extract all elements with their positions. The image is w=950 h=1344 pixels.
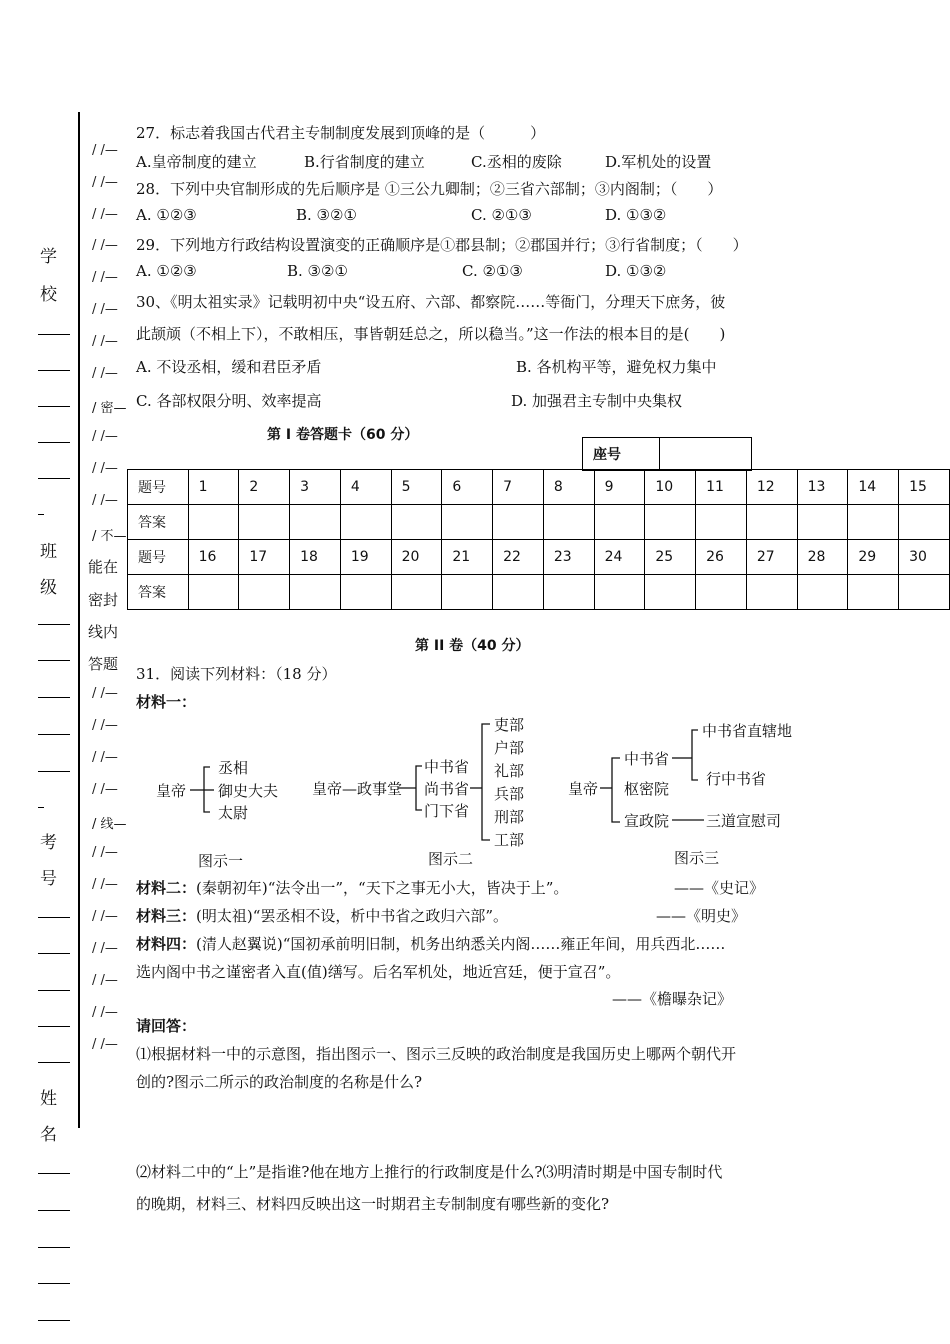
question-number: 23 [543,540,594,575]
d1-child-1: 丞相 [218,759,249,777]
ask-label: 请回答： [136,1017,197,1035]
answer-cell[interactable] [391,575,442,610]
material3-text: (明太祖)“罢丞相不设，析中书省之政归六部”。 [196,907,509,925]
sidebar-blank-line [38,1320,70,1321]
sidebar-blank-line [38,514,44,515]
sidebar-name-2: 名 [40,1125,57,1145]
sidebar-blank-line [38,442,70,443]
d2-dept-2: 户部 [494,739,525,757]
answer-card-title: 第 I 卷答题卡（60 分） [267,427,419,443]
d2-child-3: 门下省 [424,802,470,820]
sidebar-blank-line [38,734,70,735]
material4-text2: 选内阁中书之谨密者入直(值)缮写。后名军机处，地近宫廷，便于宣召”。 [136,963,621,981]
seal-notice-nengzai: 能在 [88,558,119,576]
seal-mark: / /— [92,941,118,956]
material3-source: ——《明史》 [656,907,747,925]
sidebar-blank-line [38,990,70,991]
question-number: 1 [188,470,239,505]
sidebar-school-1: 学 [40,247,57,267]
binding-line [78,112,80,1128]
seal-mark: / /— [92,429,118,444]
answer-cell[interactable] [442,575,493,610]
answer-cell[interactable] [188,505,239,540]
sidebar-examno-2: 号 [40,869,57,889]
answer-cell[interactable] [696,575,747,610]
q27-option-d: D.军机处的设置 [605,153,712,171]
table-row [128,470,950,505]
q30-stem-line1: 30、《明太祖实录》记载明初中央“设五府、六部、都察院……等衙门，分理天下庶务，彼 [136,293,726,311]
question-number: 21 [442,540,493,575]
sub-question-2-line2: 的晚期，材料三、材料四反映出这一时期君主专制制度有哪些新的变化? [136,1195,610,1213]
answer-cell[interactable] [645,505,696,540]
d3-xuanwei: 三道宣慰司 [706,812,782,830]
q27-option-b: B.行省制度的建立 [304,153,425,171]
question-number: 2 [239,470,290,505]
answer-cell[interactable] [543,505,594,540]
material3 [136,905,508,926]
seal-mark: / /— [92,143,118,158]
seal-mark: / /— [92,270,118,285]
sidebar-name-1: 姓 [40,1089,57,1109]
q31-intro: 31．阅读下列材料：（18 分） [136,665,337,683]
d3-root: 皇帝 [568,780,599,798]
answer-cell[interactable] [746,575,797,610]
seal-mark: / /— [92,909,118,924]
q29-stem: 29．下列地方行政结构设置演变的正确顺序是①郡县制；②郡国并行；③行省制度；（ ） [136,236,748,254]
sidebar-blank-line [38,624,70,625]
answer-card-table [127,469,950,610]
question-number: 10 [645,470,696,505]
seat-number-box [582,437,752,471]
answer-cell[interactable] [848,575,899,610]
sidebar-blank-line [38,1247,70,1248]
sidebar-blank-line [38,478,70,479]
seal-mark: / /— [92,207,118,222]
material2-source: ——《史记》 [674,879,765,897]
answer-cell[interactable] [645,575,696,610]
answer-cell[interactable] [899,575,950,610]
question-number: 15 [899,470,950,505]
d1-caption: 图示一 [198,852,244,870]
material3-label: 材料三： [136,907,197,925]
sidebar-blank-line [38,1062,70,1063]
seal-mark: / /— [92,461,118,476]
seal-notice-bu: / 不— [92,529,127,544]
sub-question-2-line1: ⑵材料二中的“上”是指谁?他在地方上推行的行政制度是什么?⑶明清时期是中国专制时代 [136,1163,723,1181]
d2-root: 皇帝—政事堂 [312,780,403,798]
question-number: 12 [746,470,797,505]
answer-cell[interactable] [493,505,544,540]
answer-cell[interactable] [594,505,645,540]
seal-mark: / /— [92,718,118,733]
sidebar-blank-line [38,1210,70,1211]
sidebar-blank-line [38,953,70,954]
d2-dept-4: 兵部 [494,785,525,803]
q29-option-c: C. ②①③ [462,262,523,280]
q30-option-a: A. 不设丞相，缓和君臣矛盾 [136,358,322,376]
answer-cell[interactable] [848,505,899,540]
q30-option-c: C. 各部权限分明、效率提高 [136,392,322,410]
seal-notice-mi: / 密— [92,401,127,416]
answer-cell[interactable] [543,575,594,610]
q27-option-a: A.皇帝制度的建立 [136,153,257,171]
part2-title: 第 II 卷（40 分） [415,638,530,654]
d3-child-1: 中书省 [624,750,670,768]
seal-notice-mifeng: 密封 [88,591,119,609]
sidebar-blank-line [38,370,70,371]
material2-label: 材料二： [136,879,197,897]
q30-option-d: D. 加强君主专制中央集权 [511,392,683,410]
d3-sub-1: 中书省直辖地 [702,722,793,740]
sidebar-blank-line [38,334,70,335]
table-row [128,575,950,610]
seal-mark: / /— [92,366,118,381]
q30-option-b: B. 各机构平等，避免权力集中 [516,358,717,376]
seal-mark: / /— [92,238,118,253]
row-header-no: 题号 [128,540,189,575]
question-number: 11 [696,470,747,505]
d3-caption: 图示三 [674,849,720,867]
d3-bracket [612,758,620,822]
seal-mark: / /— [92,334,118,349]
sidebar-class-1: 班 [40,542,57,562]
seal-notice-xiannei: 线内 [88,623,119,641]
q27-option-c: C.丞相的废除 [471,153,562,171]
sidebar-class-2: 级 [40,578,57,598]
d1-root: 皇帝 [156,782,187,800]
d2-dept-5: 刑部 [494,808,525,826]
answer-cell[interactable] [696,505,747,540]
question-number: 3 [290,470,341,505]
seal-mark: / /— [92,1037,118,1052]
d2-child-2: 尚书省 [424,780,470,798]
sidebar-blank-line [38,697,70,698]
seal-mark: / /— [92,302,118,317]
question-number: 26 [696,540,747,575]
material1-label: 材料一： [136,693,197,711]
d2-bracket [416,766,422,810]
d3-child-2: 枢密院 [624,780,670,798]
sidebar-blank-line [38,771,70,772]
question-number: 6 [442,470,493,505]
row-header-answer: 答案 [128,575,189,610]
d2-child-1: 中书省 [424,758,470,776]
material2 [136,877,568,898]
q29-option-a: A. ①②③ [136,262,197,280]
sidebar-blank-line [38,1283,70,1284]
d2-bracket-2 [482,724,490,840]
seal-mark: / /— [92,750,118,765]
seal-mark: / /— [92,175,118,190]
answer-cell[interactable] [594,575,645,610]
question-number: 22 [493,540,544,575]
q27-stem: 27．标志着我国古代君主专制制度发展到顶峰的是（ ） [136,124,546,142]
seat-label: 座号 [593,447,621,463]
question-number: 25 [645,540,696,575]
question-number: 18 [290,540,341,575]
d3-sub-2: 行中书省 [706,770,767,788]
answer-cell[interactable] [290,575,341,610]
material4 [136,933,725,954]
question-number: 24 [594,540,645,575]
question-number: 30 [899,540,950,575]
q28-option-d: D. ①③② [605,206,667,224]
question-number: 20 [391,540,442,575]
answer-cell[interactable] [797,575,848,610]
q28-option-b: B. ③②① [296,206,357,224]
d3-child-3: 宣政院 [624,812,670,830]
q28-option-a: A. ①②③ [136,206,197,224]
answer-cell[interactable] [899,505,950,540]
sidebar-blank-line [38,1026,70,1027]
question-number: 8 [543,470,594,505]
sidebar-blank-line [38,1173,70,1174]
question-number: 29 [848,540,899,575]
material1-diagrams [140,712,820,872]
d2-caption: 图示二 [428,850,474,868]
sidebar-blank-line [38,917,70,918]
answer-cell[interactable] [391,505,442,540]
d2-dept-3: 礼部 [494,762,525,780]
sidebar-blank-line [38,807,44,808]
q29-option-b: B. ③②① [287,262,348,280]
q28-stem: 28．下列中央官制形成的先后顺序是 ①三公九卿制；②三省六部制；③内阁制；（ ） [136,180,723,198]
question-number: 16 [188,540,239,575]
q29-option-d: D. ①③② [605,262,667,280]
seal-mark: / /— [92,493,118,508]
question-number: 7 [493,470,544,505]
question-number: 5 [391,470,442,505]
d2-dept-6: 工部 [494,831,525,849]
sidebar-blank-line [38,660,70,661]
row-header-no: 题号 [128,470,189,505]
row-header-answer: 答案 [128,505,189,540]
table-row [128,505,950,540]
d3-bracket-2 [692,730,698,780]
seal-mark: / /— [92,686,118,701]
answer-cell[interactable] [797,505,848,540]
answer-cell[interactable] [340,505,391,540]
seal-mark: / /— [92,877,118,892]
table-row [128,540,950,575]
seal-mark: / /— [92,845,118,860]
seat-divider [659,438,660,470]
sidebar-school-2: 校 [40,285,57,305]
d1-child-3: 太尉 [218,804,249,822]
answer-cell[interactable] [442,505,493,540]
answer-cell[interactable] [188,575,239,610]
question-number: 13 [797,470,848,505]
seal-notice-xian: / 线— [92,817,127,832]
d1-child-2: 御史大夫 [218,782,279,800]
q28-option-c: C. ②①③ [471,206,532,224]
seal-mark: / /— [92,782,118,797]
answer-cell[interactable] [746,505,797,540]
question-number: 28 [797,540,848,575]
material4-source: ——《檐曝杂记》 [612,990,733,1008]
sidebar-examno-1: 考 [40,833,57,853]
question-number: 4 [340,470,391,505]
answer-cell[interactable] [493,575,544,610]
d2-dept-1: 吏部 [494,716,525,734]
question-number: 14 [848,470,899,505]
answer-cell[interactable] [239,575,290,610]
sub-question-1-line2: 创的?图示二所示的政治制度的名称是什么? [136,1073,423,1091]
q30-stem-line2: 此颉颃（不相上下），不敢相压，事皆朝廷总之，所以稳当。”这一作法的根本目的是( ) [136,325,726,343]
question-number: 17 [239,540,290,575]
material2-text: (秦朝初年)“法令出一”，“天下之事无小大，皆决于上”。 [196,879,569,897]
seal-mark: / /— [92,1005,118,1020]
question-number: 9 [594,470,645,505]
sidebar-blank-line [38,406,70,407]
seal-notice-dati: 答题 [88,655,119,673]
answer-cell[interactable] [290,505,341,540]
seal-mark: / /— [92,973,118,988]
answer-cell[interactable] [340,575,391,610]
question-number: 19 [340,540,391,575]
question-number: 27 [746,540,797,575]
material4-text1: (清人赵翼说)“国初承前明旧制，机务出纳悉关内阁……雍正年间，用兵西北…… [196,935,726,953]
answer-cell[interactable] [239,505,290,540]
sub-question-1-line1: ⑴根据材料一中的示意图，指出图示一、图示三反映的政治制度是我国历史上哪两个朝代开 [136,1045,737,1063]
material4-label: 材料四： [136,935,197,953]
